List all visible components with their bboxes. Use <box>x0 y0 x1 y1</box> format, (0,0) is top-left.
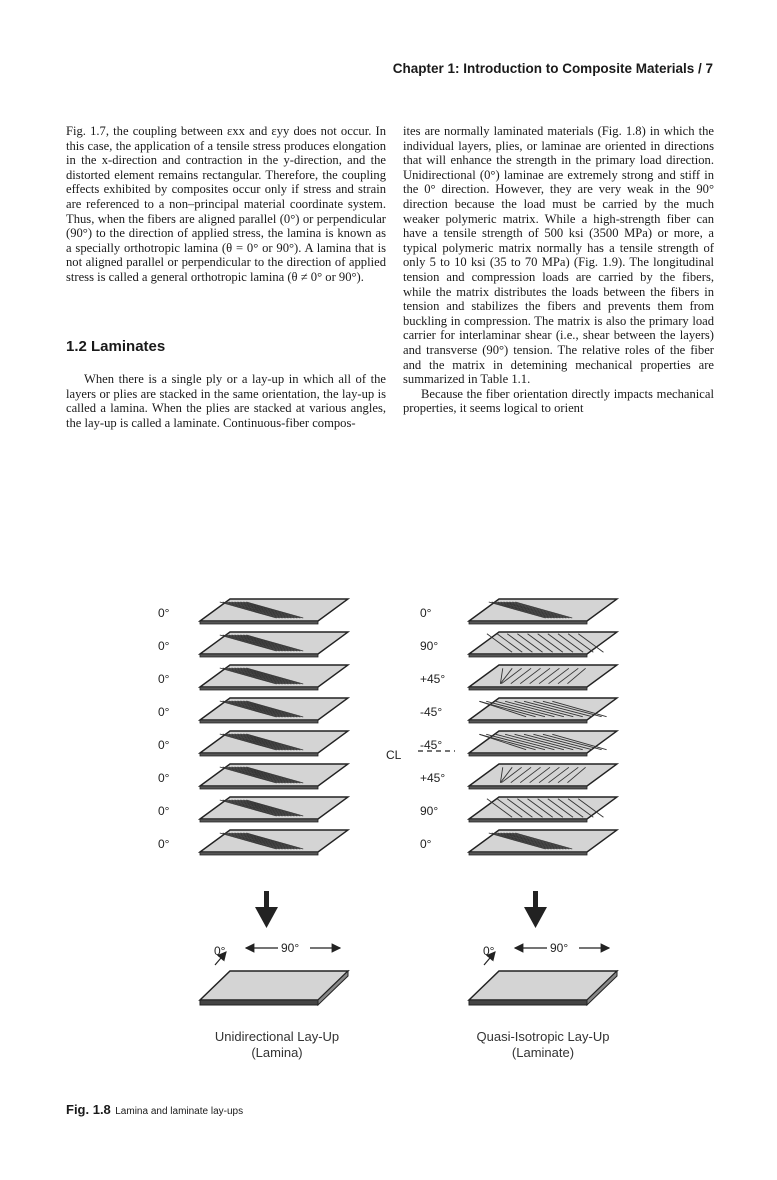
left-column <box>66 124 386 431</box>
ply-label-right-4: -45° <box>420 738 443 752</box>
left-caption-line1: Unidirectional Lay-Up <box>214 1029 340 1044</box>
left-result-lamina <box>200 971 348 1005</box>
ply-right-2 <box>469 665 617 690</box>
left-axis-indicator <box>214 941 340 965</box>
ply-label-left-4: 0° <box>158 738 170 752</box>
ply-label-right-1: 90° <box>420 639 439 653</box>
ply-label-left-2: 0° <box>158 672 170 686</box>
ply-label-right-3: -45° <box>420 705 443 719</box>
figure-1-8 <box>150 585 620 1065</box>
right-ply-stack <box>420 599 617 855</box>
ply-label-left-6: 0° <box>158 804 170 818</box>
ply-left-5 <box>200 764 348 789</box>
ply-right-0 <box>469 599 617 624</box>
right-caption-line1: Quasi-Isotropic Lay-Up <box>476 1029 610 1044</box>
right-axis-indicator <box>483 941 609 965</box>
ply-right-6 <box>469 797 617 822</box>
svg-text:90°: 90° <box>281 941 300 955</box>
figure-caption-label: Fig. 1.8 <box>66 1102 111 1117</box>
ply-label-left-1: 0° <box>158 639 170 653</box>
figure-caption <box>66 1101 243 1119</box>
ply-right-1 <box>469 632 617 657</box>
ply-label-right-6: 90° <box>420 804 439 818</box>
ply-label-left-7: 0° <box>158 837 170 851</box>
left-ply-stack <box>158 599 348 855</box>
ply-right-7 <box>469 830 617 855</box>
ply-left-7 <box>200 830 348 855</box>
right-down-arrow <box>524 891 547 928</box>
ply-label-right-7: 0° <box>420 837 432 851</box>
ply-left-1 <box>200 632 348 657</box>
layup-diagram <box>150 585 620 1065</box>
svg-text:90°: 90° <box>550 941 569 955</box>
right-column <box>403 124 714 416</box>
ply-label-right-2: +45° <box>420 672 446 686</box>
ply-right-3 <box>469 698 617 723</box>
running-header: Chapter 1: Introduction to Composite Materials / 7 <box>392 61 713 76</box>
figure-caption-text: Lamina and laminate lay-ups <box>115 1106 244 1117</box>
ply-label-left-0: 0° <box>158 606 170 620</box>
ply-label-left-3: 0° <box>158 705 170 719</box>
left-paragraph-1: Fig. 1.7, the coupling between εxx and εyy does not occur. In this case, the application of a tensile stress produces elongation in the x-direction and contraction in the y-direction, and the distorted element remains rectangular. Therefore, the coupling effects exhibited by composites occur only if stress and strain are referenced to a non–principal material coordinate system. Thus, when the fibers are aligned parallel (0°) or perpendicular (90°) to the direction of applied stress, the lamina is known as a specially orthotropic lamina (θ = 0° or 90°). A lamina that is not aligned parallel or perpendicular to the direction of applied stress is called a general orthotropic lamina (θ ≠ 0° or 90°). <box>66 124 386 284</box>
cl-label: CL <box>386 748 402 762</box>
ply-label-right-0: 0° <box>420 606 432 620</box>
ply-left-0 <box>200 599 348 624</box>
right-paragraph-1: ites are normally laminated materials (Fig. 1.8) in which the individual layers, plies, or laminae are oriented in directions that will enhance the strength in the primary load direction. Unidirectional (0°) laminae are extremely strong and stiff in the 0° direction. However, they are very weak in the 90° direction because the load must be carried by the much weaker polymeric matrix. While a high-strength fiber can have a tensile strength of 500 ksi (3500 MPa) or more, a typical polymeric matrix normally has a tensile strength of only 5 to 10 ksi (35 to 70 MPa) (Fig. 1.9). The longitudinal tension and compression loads are carried by the fibers, while the matrix distributes the loads between the fibers in tension and stabilizes the fibers and prevents them from buckling in compression. The matrix is also the primary load carrier for interlaminar shear (i.e., shear between the layers) and transverse (90°) tension. The relative roles of the fiber and the matrix in detemining mechanical properties are summarized in Table 1.1. <box>403 124 714 387</box>
ply-left-3 <box>200 698 348 723</box>
svg-text:0°: 0° <box>483 944 495 958</box>
section-title: 1.2 Laminates <box>66 337 166 355</box>
right-caption-line2: (Laminate) <box>511 1045 575 1060</box>
right-result-laminate <box>469 971 617 1005</box>
ply-left-2 <box>200 665 348 690</box>
svg-text:0°: 0° <box>214 944 226 958</box>
ply-left-6 <box>200 797 348 822</box>
ply-right-4 <box>469 731 617 756</box>
ply-right-5 <box>469 764 617 789</box>
left-paragraph-2: When there is a single ply or a lay-up in which all of the layers or plies are stacked in the same orientation, the lay-up is called a lamina. When the plies are stacked at various angles, the lay-up is called a laminate. Continuous-fiber compos- <box>66 372 386 430</box>
ply-label-left-5: 0° <box>158 771 170 785</box>
left-down-arrow <box>255 891 278 928</box>
left-caption-line2: (Lamina) <box>251 1045 303 1060</box>
ply-left-4 <box>200 731 348 756</box>
ply-label-right-5: +45° <box>420 771 446 785</box>
right-paragraph-2: Because the fiber orientation directly impacts mechanical properties, it seems logical to orient <box>403 386 714 416</box>
